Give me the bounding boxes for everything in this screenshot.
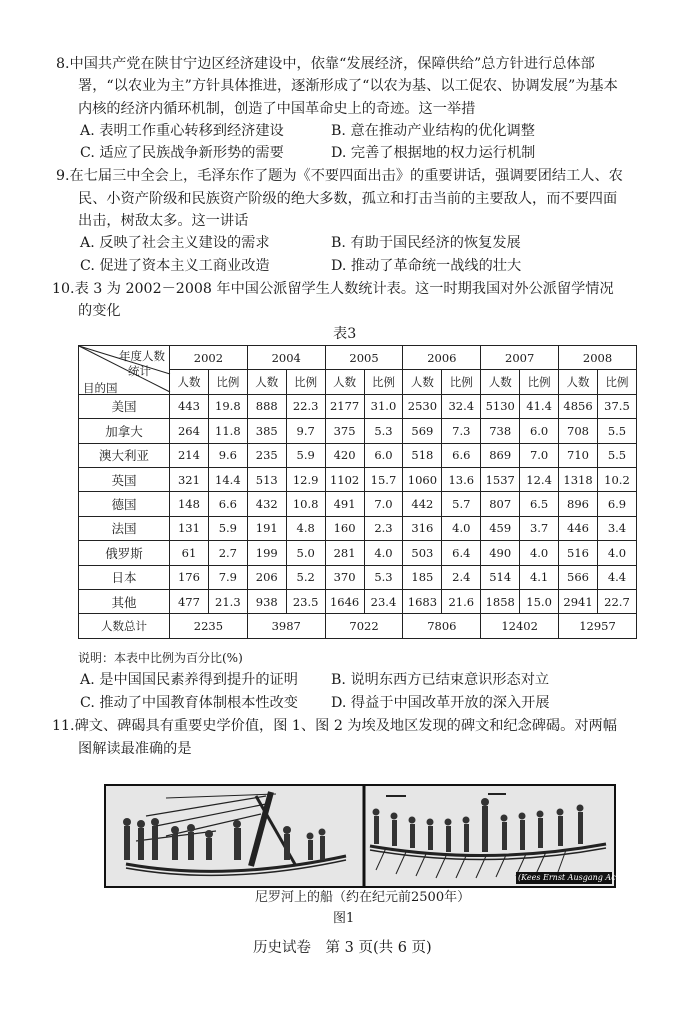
ratio-cell: 4.0 xyxy=(597,541,636,565)
country-cell: 其他 xyxy=(79,589,170,613)
study-abroad-table xyxy=(78,345,637,639)
ratio-cell: 10.2 xyxy=(597,467,636,491)
q8-option-b[interactable]: B. 意在推动产业结构的优化调整 xyxy=(331,123,535,139)
year-header: 2006 xyxy=(403,346,481,370)
ratio-cell: 6.0 xyxy=(364,443,403,467)
ratio-cell: 4.8 xyxy=(286,516,325,540)
ratio-cell: 19.8 xyxy=(208,394,247,418)
count-cell: 4856 xyxy=(559,394,598,418)
q8-option-c[interactable]: C. 适应了民族战争新形势的需要 xyxy=(80,145,284,161)
ratio-cell: 37.5 xyxy=(597,394,636,418)
q8-option-d[interactable]: D. 完善了根据地的权力运行机制 xyxy=(331,145,536,161)
count-cell: 1537 xyxy=(481,467,520,491)
year-header: 2002 xyxy=(170,346,248,370)
table-row xyxy=(79,516,637,540)
count-cell: 235 xyxy=(247,443,286,467)
count-cell: 2177 xyxy=(325,394,364,418)
ratio-cell: 2.3 xyxy=(364,516,403,540)
count-cell: 131 xyxy=(170,516,209,540)
sub-header-count: 人数 xyxy=(481,370,520,394)
count-cell: 503 xyxy=(403,541,442,565)
count-cell: 888 xyxy=(247,394,286,418)
sub-header-count: 人数 xyxy=(403,370,442,394)
q10-number: 10. xyxy=(52,281,75,297)
q9-option-d[interactable]: D. 推动了革命统一战线的壮大 xyxy=(331,258,522,274)
ratio-cell: 6.0 xyxy=(520,419,559,443)
count-cell: 710 xyxy=(559,443,598,467)
count-cell: 869 xyxy=(481,443,520,467)
q10-option-a[interactable]: A. 是中国国民素养得到提升的证明 xyxy=(80,672,298,688)
count-cell: 459 xyxy=(481,516,520,540)
country-cell: 美国 xyxy=(79,394,170,418)
count-cell: 214 xyxy=(170,443,209,467)
count-cell: 385 xyxy=(247,419,286,443)
count-cell: 514 xyxy=(481,565,520,589)
ratio-cell: 15.7 xyxy=(364,467,403,491)
total-cell: 2235 xyxy=(170,614,248,638)
q10-option-c[interactable]: C. 推动了中国教育体制根本性改变 xyxy=(80,695,298,711)
ratio-cell: 2.7 xyxy=(208,541,247,565)
q9-stem-line-2: 民、小资产阶级和民族资产阶级的绝大多数，孤立和打击当前的主要敌人，而不要四面 xyxy=(78,191,618,207)
egyptian-relief-illustration xyxy=(106,786,614,886)
ratio-cell: 23.5 xyxy=(286,589,325,613)
q10-stem-line-2: 的变化 xyxy=(78,303,121,319)
q11-stem-line-2: 图解读最准确的是 xyxy=(78,741,192,757)
ratio-cell: 4.0 xyxy=(442,516,481,540)
sub-header-ratio: 比例 xyxy=(520,370,559,394)
year-header: 2005 xyxy=(325,346,403,370)
page-footer: 历史试卷 第 3 页(共 6 页) xyxy=(253,940,432,956)
count-cell: 566 xyxy=(559,565,598,589)
nile-boat-figure xyxy=(104,784,636,888)
ratio-cell: 5.3 xyxy=(364,565,403,589)
count-cell: 370 xyxy=(325,565,364,589)
count-cell: 446 xyxy=(559,516,598,540)
sub-header-count: 人数 xyxy=(325,370,364,394)
count-cell: 264 xyxy=(170,419,209,443)
ratio-cell: 41.4 xyxy=(520,394,559,418)
table-row xyxy=(79,419,637,443)
table-corner-cell xyxy=(79,346,170,395)
table-row xyxy=(79,443,637,467)
ratio-cell: 32.4 xyxy=(442,394,481,418)
ratio-cell: 22.3 xyxy=(286,394,325,418)
count-cell: 1646 xyxy=(325,589,364,613)
ratio-cell: 21.3 xyxy=(208,589,247,613)
count-cell: 199 xyxy=(247,541,286,565)
table-row xyxy=(79,541,637,565)
ratio-cell: 3.4 xyxy=(597,516,636,540)
ratio-cell: 6.5 xyxy=(520,492,559,516)
corner-country-label: 目的国 xyxy=(83,381,118,395)
sub-header-ratio: 比例 xyxy=(597,370,636,394)
ratio-cell: 5.9 xyxy=(208,516,247,540)
count-cell: 206 xyxy=(247,565,286,589)
sub-header-ratio: 比例 xyxy=(364,370,403,394)
ratio-cell: 6.9 xyxy=(597,492,636,516)
ratio-cell: 13.6 xyxy=(442,467,481,491)
corner-stat-label: 统计 xyxy=(128,364,151,378)
count-cell: 708 xyxy=(559,419,598,443)
table-header-years-row xyxy=(79,346,637,370)
ratio-cell: 31.0 xyxy=(364,394,403,418)
q11-stem-line-1: 11.碑文、碑碣具有重要史学价值，图 1、图 2 为埃及地区发现的碑文和纪念碑碣。对两幅 xyxy=(52,718,617,734)
ratio-cell: 12.4 xyxy=(520,467,559,491)
ratio-cell: 9.7 xyxy=(286,419,325,443)
count-cell: 2530 xyxy=(403,394,442,418)
figure-credit: (Kees Ernst Ausgang Aches ) xyxy=(518,873,636,882)
ratio-cell: 4.0 xyxy=(364,541,403,565)
count-cell: 191 xyxy=(247,516,286,540)
sub-header-count: 人数 xyxy=(247,370,286,394)
ratio-cell: 6.4 xyxy=(442,541,481,565)
country-cell: 英国 xyxy=(79,467,170,491)
ratio-cell: 6.6 xyxy=(208,492,247,516)
total-cell: 12957 xyxy=(559,614,637,638)
count-cell: 1060 xyxy=(403,467,442,491)
table-total-row xyxy=(79,614,637,638)
total-label: 人数总计 xyxy=(79,614,170,638)
table-row xyxy=(79,467,637,491)
ratio-cell: 22.7 xyxy=(597,589,636,613)
total-cell: 12402 xyxy=(481,614,559,638)
table-note: 说明：本表中比例为百分比(%) xyxy=(78,651,243,665)
q8-option-a[interactable]: A. 表明工作重心转移到经济建设 xyxy=(80,123,284,139)
table-row xyxy=(79,492,637,516)
ratio-cell: 5.3 xyxy=(364,419,403,443)
count-cell: 432 xyxy=(247,492,286,516)
q8-stem-line-2: 署，“以农业为主”方针具体推进，逐渐形成了“以农为基、以工促农、协调发展”为基本 xyxy=(78,78,618,94)
table-row xyxy=(79,394,637,418)
count-cell: 738 xyxy=(481,419,520,443)
q8-stem-line-3: 内核的经济内循环机制，创造了中国革命史上的奇迹。这一举措 xyxy=(78,101,476,117)
count-cell: 443 xyxy=(170,394,209,418)
count-cell: 1858 xyxy=(481,589,520,613)
count-cell: 281 xyxy=(325,541,364,565)
q10-option-d[interactable]: D. 得益于中国改革开放的深入开展 xyxy=(331,695,550,711)
sub-header-count: 人数 xyxy=(170,370,209,394)
total-cell: 7022 xyxy=(325,614,403,638)
ratio-cell: 3.7 xyxy=(520,516,559,540)
ratio-cell: 21.6 xyxy=(442,589,481,613)
count-cell: 807 xyxy=(481,492,520,516)
sub-header-ratio: 比例 xyxy=(286,370,325,394)
count-cell: 375 xyxy=(325,419,364,443)
count-cell: 513 xyxy=(247,467,286,491)
count-cell: 176 xyxy=(170,565,209,589)
count-cell: 477 xyxy=(170,589,209,613)
count-cell: 316 xyxy=(403,516,442,540)
year-header: 2008 xyxy=(559,346,637,370)
count-cell: 491 xyxy=(325,492,364,516)
count-cell: 2941 xyxy=(559,589,598,613)
country-cell: 日本 xyxy=(79,565,170,589)
ratio-cell: 2.4 xyxy=(442,565,481,589)
count-cell: 442 xyxy=(403,492,442,516)
count-cell: 516 xyxy=(559,541,598,565)
table-title: 表3 xyxy=(333,326,357,342)
count-cell: 569 xyxy=(403,419,442,443)
q9-stem-line-1: 9.在七届三中全会上，毛泽东作了题为《不要四面出击》的重要讲话，强调要团结工人、农 xyxy=(56,168,623,184)
ratio-cell: 7.0 xyxy=(364,492,403,516)
ratio-cell: 5.7 xyxy=(442,492,481,516)
year-header: 2004 xyxy=(247,346,325,370)
q9-stem-line-3: 出击，树敌太多。这一讲话 xyxy=(78,213,249,229)
count-cell: 896 xyxy=(559,492,598,516)
ratio-cell: 5.0 xyxy=(286,541,325,565)
total-cell: 3987 xyxy=(247,614,325,638)
count-cell: 518 xyxy=(403,443,442,467)
country-cell: 澳大利亚 xyxy=(79,443,170,467)
ratio-cell: 7.0 xyxy=(520,443,559,467)
ratio-cell: 5.5 xyxy=(597,443,636,467)
count-cell: 490 xyxy=(481,541,520,565)
q9-number: 9. xyxy=(56,168,70,184)
ratio-cell: 7.3 xyxy=(442,419,481,443)
count-cell: 938 xyxy=(247,589,286,613)
sub-header-ratio: 比例 xyxy=(208,370,247,394)
ratio-cell: 6.6 xyxy=(442,443,481,467)
q8-stem-line-1: 8.中国共产党在陕甘宁边区经济建设中，依靠“发展经济，保障供给”总方针进行总体部 xyxy=(56,56,595,72)
ratio-cell: 5.2 xyxy=(286,565,325,589)
count-cell: 185 xyxy=(403,565,442,589)
q10-option-b[interactable]: B. 说明东西方已结束意识形态对立 xyxy=(331,672,550,688)
ratio-cell: 14.4 xyxy=(208,467,247,491)
ratio-cell: 4.0 xyxy=(520,541,559,565)
ratio-cell: 15.0 xyxy=(520,589,559,613)
q11-number: 11. xyxy=(52,718,75,734)
count-cell: 61 xyxy=(170,541,209,565)
table-body xyxy=(79,394,637,614)
year-header: 2007 xyxy=(481,346,559,370)
country-cell: 俄罗斯 xyxy=(79,541,170,565)
ratio-cell: 11.8 xyxy=(208,419,247,443)
ratio-cell: 5.9 xyxy=(286,443,325,467)
count-cell: 1318 xyxy=(559,467,598,491)
corner-year-label: 年度人数 xyxy=(119,349,165,363)
country-cell: 德国 xyxy=(79,492,170,516)
ratio-cell: 23.4 xyxy=(364,589,403,613)
count-cell: 1102 xyxy=(325,467,364,491)
ratio-cell: 12.9 xyxy=(286,467,325,491)
count-cell: 420 xyxy=(325,443,364,467)
count-cell: 1683 xyxy=(403,589,442,613)
country-cell: 法国 xyxy=(79,516,170,540)
figure-label: 图1 xyxy=(333,911,355,926)
total-cell: 7806 xyxy=(403,614,481,638)
ratio-cell: 4.1 xyxy=(520,565,559,589)
q9-option-b[interactable]: B. 有助于国民经济的恢复发展 xyxy=(331,235,521,251)
count-cell: 321 xyxy=(170,467,209,491)
sub-header-count: 人数 xyxy=(559,370,598,394)
q9-option-a[interactable]: A. 反映了社会主义建设的需求 xyxy=(80,235,270,251)
q10-stem-line-1: 10.表 3 为 2002－2008 年中国公派留学生人数统计表。这一时期我国对外公派留学情况 xyxy=(52,281,614,297)
ratio-cell: 5.5 xyxy=(597,419,636,443)
country-cell: 加拿大 xyxy=(79,419,170,443)
count-cell: 5130 xyxy=(481,394,520,418)
sub-header-ratio: 比例 xyxy=(442,370,481,394)
count-cell: 160 xyxy=(325,516,364,540)
ratio-cell: 4.4 xyxy=(597,565,636,589)
figure-caption: 尼罗河上的船（约在纪元前2500年） xyxy=(255,890,471,905)
ratio-cell: 7.9 xyxy=(208,565,247,589)
ratio-cell: 9.6 xyxy=(208,443,247,467)
table-row xyxy=(79,565,637,589)
q8-number: 8. xyxy=(56,56,70,72)
q9-option-c[interactable]: C. 促进了资本主义工商业改造 xyxy=(80,258,270,274)
table-row xyxy=(79,589,637,613)
count-cell: 148 xyxy=(170,492,209,516)
ratio-cell: 10.8 xyxy=(286,492,325,516)
